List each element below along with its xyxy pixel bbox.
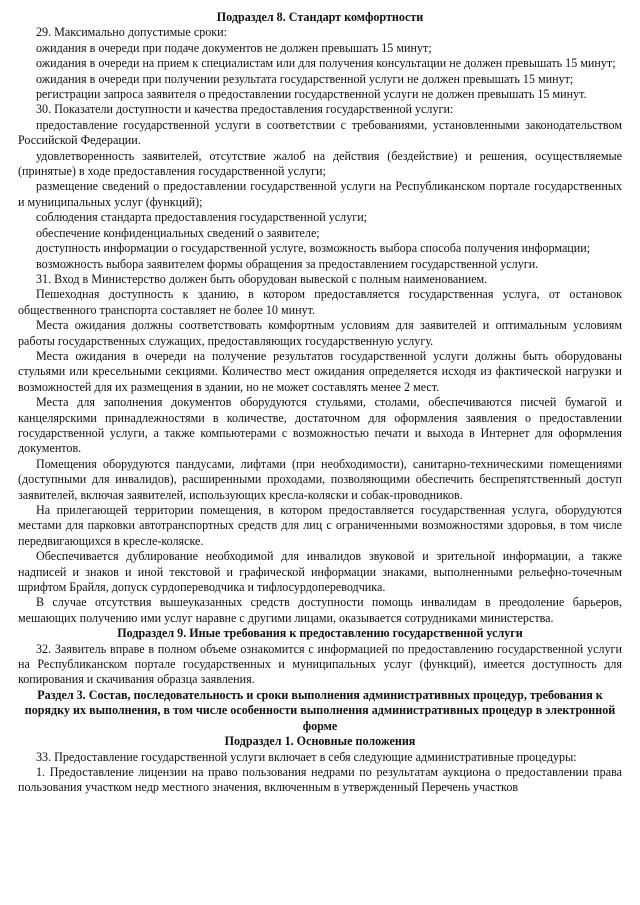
heading-subsection-9: Подраздел 9. Иные требования к предоставлению государственной услуги xyxy=(117,626,523,641)
heading-section-3: Раздел 3. Состав, последовательность и сроки выполнения административных процедур, требования к порядку их выполнения, в том числе особенности выполнения административных процедур в электронной форме xyxy=(24,687,616,733)
paragraph-31: Места для заполнения документов оборудуются стульями, столами, обеспечиваются писчей бумагой и канцелярскими принадлежностями в количестве, достаточном для оформления заявления о предоставлении государственной услуги, а также компьютерами с возможностью печати и выхода в Интернет для оформления документов. xyxy=(18,395,622,456)
paragraph-29-item: ожидания в очереди при получении результата государственной услуги не должен превышать 15 минут; xyxy=(36,71,574,86)
paragraph-29-item: регистрации запроса заявителя о предоставлении государственной услуги не должен превышать 15 минут. xyxy=(36,87,587,102)
paragraph-31: Места ожидания в очереди на получение результатов государственной услуги должны быть оборудованы стульями или кресельными секциями. Количество мест ожидания определяется исходя из фактической нагрузки и возможностей для их размещения в здании, но не может составлять менее 2 мест. xyxy=(18,348,622,394)
paragraph-30-item: возможность выбора заявителем формы обращения за предоставлением государственной услуги. xyxy=(36,256,539,271)
paragraph-33: 33. Предоставление государственной услуги включает в себя следующие административные процедуры: xyxy=(36,749,577,764)
paragraph-29-title: 29. Максимально допустимые сроки: xyxy=(36,25,227,40)
paragraph-30-item: удовлетворенность заявителей, отсутствие жалоб на действия (бездействие) и решения, осуществляемые (принятые) в ходе предоставления государственной услуги; xyxy=(18,148,622,179)
paragraph-30-item: обеспечение конфиденциальных сведений о заявителе; xyxy=(36,225,320,240)
heading-subsection-8: Подраздел 8. Стандарт комфортности xyxy=(216,10,424,24)
paragraph-31: На прилегающей территории помещения, в котором предоставляется государственная услуга, оборудуются местами для парковки автотранспортных средств для лиц с ограниченными возможностями здоровья, в том числе передвигающихся в кресле-коляске. xyxy=(18,503,622,548)
paragraph-30-item: доступность информации о государственной услуге, возможность выбора способа получения информации; xyxy=(36,241,591,256)
paragraph-30-item: соблюдения стандарта предоставления государственной услуги; xyxy=(36,210,368,225)
paragraph-29-item: ожидания в очереди при подаче документов не должен превышать 15 минут; xyxy=(36,40,432,55)
paragraph-31: Пешеходная доступность к зданию, в котором предоставляется государственная услуга, от остановок общественного транспорта составляет не более 10 минут. xyxy=(18,287,622,317)
paragraph-30-item: размещение сведений о предоставлении государственной услуги на Республиканском портале государственных и муниципальных услуг (функций); xyxy=(18,179,622,209)
paragraph-31: Места ожидания должны соответствовать комфортным условиям для заявителей и оптимальным условиям работы государственных служащих, предоставляющих государственную услугу. xyxy=(18,318,622,348)
heading-subsection-1: Подраздел 1. Основные положения xyxy=(224,734,416,749)
paragraph-31: 31. Вход в Министерство должен быть оборудован вывеской с полным наименованием. xyxy=(36,271,488,286)
paragraph-33-item-1: 1. Предоставление лицензии на право пользования недрами по результатам аукциона о предоставлении права пользования участком недр местного значения, включенным в утвержденный Перечень участков xyxy=(18,764,622,795)
paragraph-31: В случае отсутствия вышеуказанных средств доступности помощь инвалидам в преодоление барьеров, мешающих получению ими услуг наравне с другими лицами, оказывается сотрудниками министерства. xyxy=(18,595,622,625)
paragraph-29-item: ожидания в очереди на прием к специалистам или для получения консультации не должен превышать 15 минут; xyxy=(36,56,616,71)
paragraph-31: Обеспечивается дублирование необходимой для инвалидов звуковой и зрительной информации, а также надписей и знаков и иной текстовой и графической информации знаками, выполненными рельефно-точечным шрифтом Брайля, допуск сурдопереводчика и тифлосурдопереводчика. xyxy=(18,549,622,595)
paragraph-30-title: 30. Показатели доступности и качества предоставления государственной услуги: xyxy=(36,102,454,117)
paragraph-31: Помещения оборудуются пандусами, лифтами (при необходимости), санитарно-техническими помещениями (доступными для инвалидов), расширенными проходами, позволяющими обеспечить беспрепятственный доступ заявителей, включая заявителей, использующих кресла-коляски и собак-проводников. xyxy=(18,456,622,502)
paragraph-30-item: предоставление государственной услуги в соответствии с требованиями, установленными законодательством Российской Федерации. xyxy=(18,117,622,148)
paragraph-32: 32. Заявитель вправе в полном объеме ознакомится с информацией по предоставлению государственной услуги на Республиканском портале государственных и муниципальных услуг (функций), имеется доступность для копирования и скачивания образца заявления. xyxy=(18,641,622,687)
